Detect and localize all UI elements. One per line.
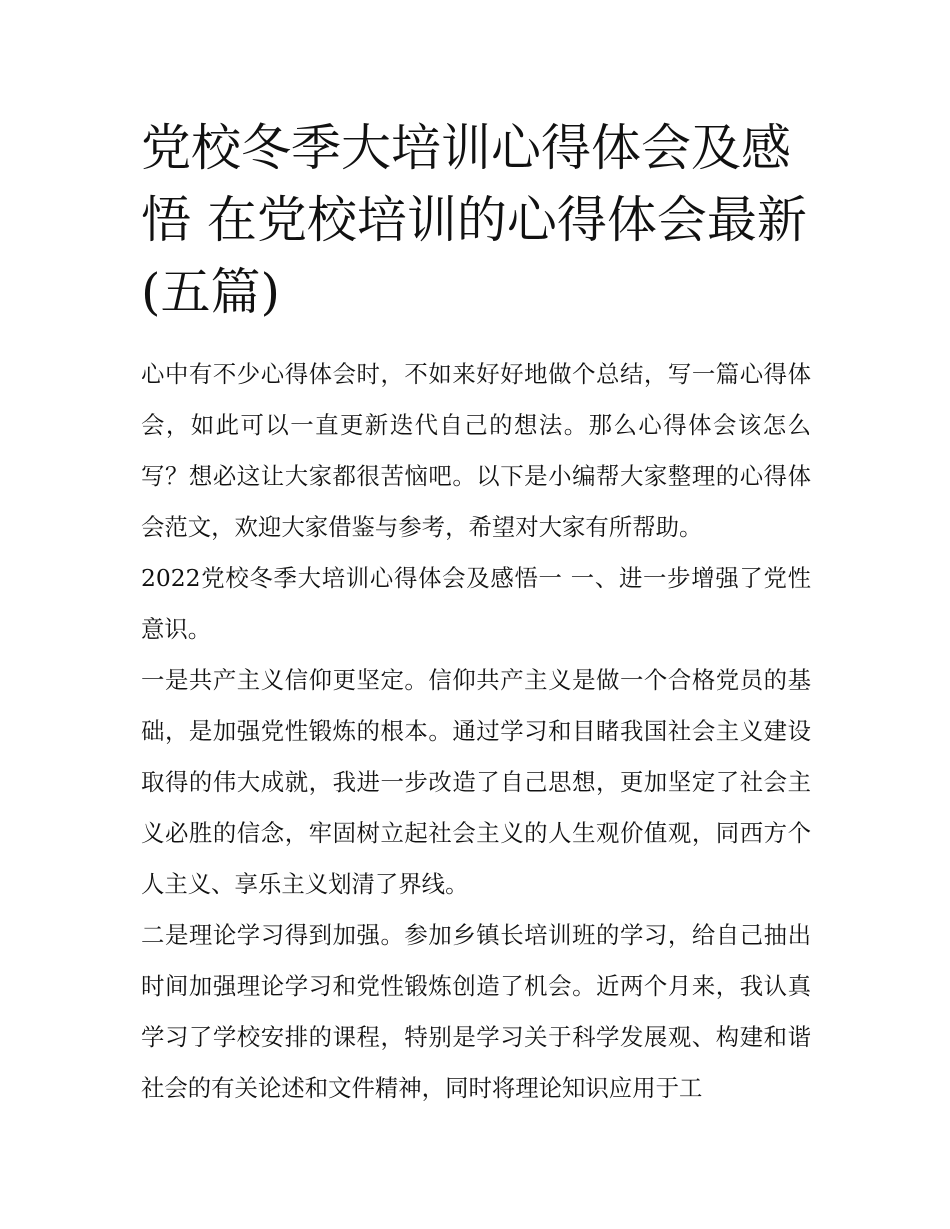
paragraph-point-two: 二是理论学习得到加强。参加乡镇长培训班的学习，给自己抽出时间加强理论学习和党性锻炼创造了机会。近两个月来，我认真学习了学校安排的课程，特别是学习关于科学发展观、构建和谐社会的有关论述和文件精神，同时将理论知识应用于工	[141, 921, 811, 1102]
paragraph-intro: 心中有不少心得体会时，不如来好好地做个总结，写一篇心得体会，如此可以一直更新迭代自己的想法。那么心得体会该怎么写？想必这让大家都很苦恼吧。以下是小编帮大家整理的心得体会范文，欢迎大家借鉴与参考，希望对大家有所帮助。	[141, 360, 811, 541]
paragraph-section-heading: 2022党校冬季大培训心得体会及感悟一 一、进一步增强了党性意识。	[141, 564, 811, 643]
paragraph-point-one: 一是共产主义信仰更坚定。信仰共产主义是做一个合格党员的基础，是加强党性锻炼的根本。通过学习和目睹我国社会主义建设取得的伟大成就，我进一步改造了自己思想，更加坚定了社会主义必胜的信念，牢固树立起社会主义的人生观价值观，同西方个人主义、享乐主义划清了界线。	[141, 666, 811, 898]
document-title: 党校冬季大培训心得体会及感悟 在党校培训的心得体会最新(五篇)	[141, 119, 807, 321]
document-body	[141, 349, 811, 1114]
document-content	[141, 112, 811, 1114]
